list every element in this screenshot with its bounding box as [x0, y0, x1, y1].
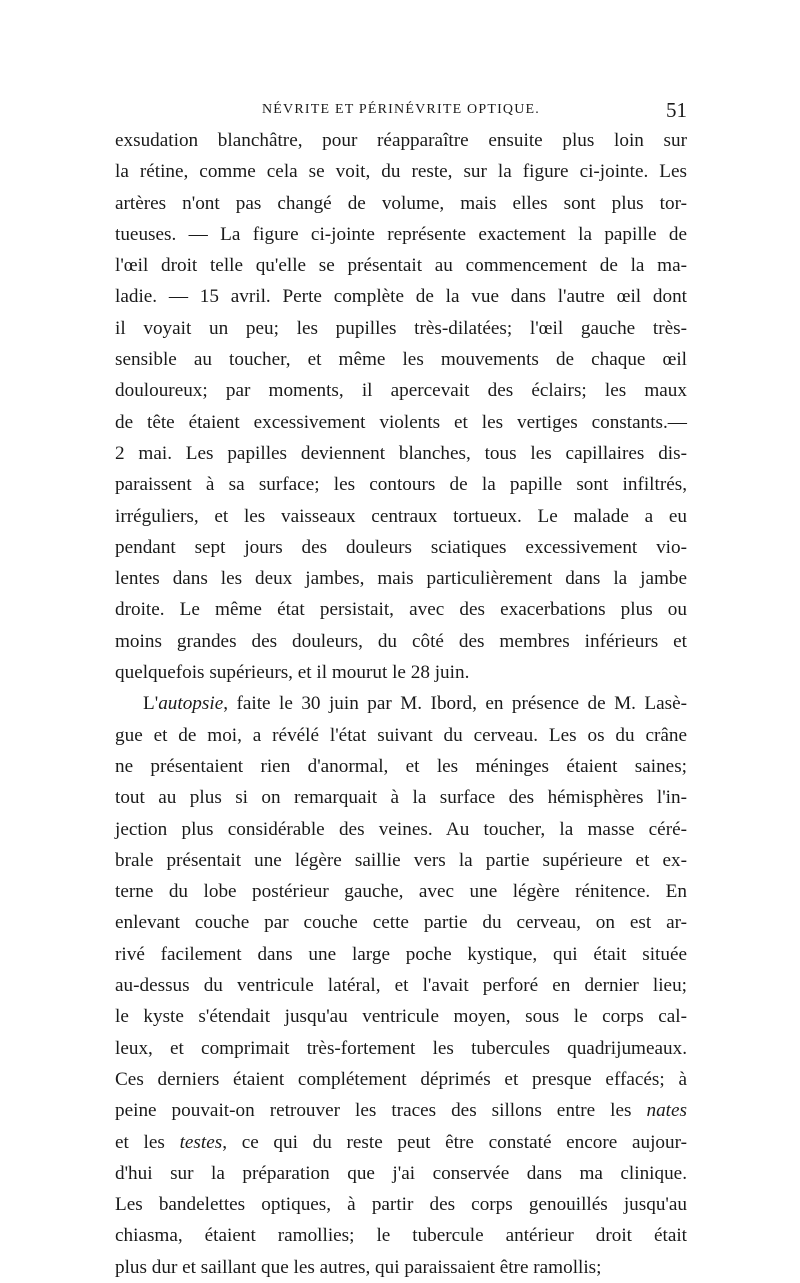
text-line	[115, 1158, 687, 1189]
line-text: le kyste s'étendait jusqu'au ventricule moyen, sous le corps cal-	[115, 1006, 687, 1028]
line-text-before: et les	[115, 1131, 180, 1153]
text-line	[115, 1095, 687, 1126]
body-text	[115, 125, 687, 1283]
text-line	[115, 876, 687, 907]
text-line	[115, 281, 687, 312]
line-text: jection plus considérable des veines. Au toucher, la masse céré-	[115, 818, 687, 840]
text-line	[115, 626, 687, 657]
text-line	[115, 970, 687, 1001]
italic-term: nates	[646, 1100, 687, 1122]
line-text: ladie. — 15 avril. Perte complète de la vue dans l'autre œil dont	[115, 286, 687, 308]
text-line	[115, 219, 687, 250]
text-line	[115, 125, 687, 156]
text-line	[115, 532, 687, 563]
line-text: tueuses. — La figure ci-jointe représente exactement la papille de	[115, 223, 687, 245]
text-line	[115, 188, 687, 219]
text-line	[115, 1252, 687, 1283]
line-text: gue et de moi, a révélé l'état suivant du cerveau. Les os du crâne	[115, 724, 687, 746]
line-text: la rétine, comme cela se voit, du reste, sur la figure ci-jointe. Les	[115, 161, 687, 183]
line-text: artères n'ont pas changé de volume, mais elles sont plus tor-	[115, 192, 687, 214]
line-text-before: peine pouvait-on retrouver les traces des sillons entre les	[115, 1100, 647, 1122]
line-text: brale présentait une légère saillie vers la partie supérieure et ex-	[115, 849, 687, 871]
line-text: pendant sept jours des douleurs sciatiques excessivement vio-	[115, 536, 687, 558]
text-line	[115, 1189, 687, 1220]
text-line	[115, 782, 687, 813]
text-line	[115, 1220, 687, 1251]
line-text: au-dessus du ventricule latéral, et l'avait perforé en dernier lieu;	[115, 975, 687, 997]
text-line	[115, 720, 687, 751]
line-text: de tête étaient excessivement violents et les vertiges constants.—	[115, 411, 687, 433]
line-text: il voyait un peu; les pupilles très-dilatées; l'œil gauche très-	[115, 317, 687, 339]
text-line	[115, 1064, 687, 1095]
line-text: droite. Le même état persistait, avec des exacerbations plus ou	[115, 599, 687, 621]
text-line	[115, 156, 687, 187]
line-text: douloureux; par moments, il apercevait des éclairs; les maux	[115, 380, 687, 402]
line-text: irréguliers, et les vaisseaux centraux tortueux. Le malade a eu	[115, 505, 687, 527]
line-text: lentes dans les deux jambes, mais particulièrement dans la jambe	[115, 568, 687, 590]
italic-term: testes	[179, 1131, 223, 1153]
text-line	[115, 814, 687, 845]
line-text: exsudation blanchâtre, pour réapparaître ensuite plus loin sur	[115, 130, 687, 151]
text-line	[115, 563, 687, 594]
text-line	[115, 594, 687, 625]
text-line	[115, 1033, 687, 1064]
line-text: tout au plus si on remarquait à la surface des hémisphères l'in-	[115, 787, 687, 809]
line-text: enlevant couche par couche cette partie du cerveau, on est ar-	[115, 912, 687, 934]
line-text-after: , faite le 30 juin par M. Ibord, en présence de M. Lasè-	[223, 693, 687, 715]
line-text: l'œil droit telle qu'elle se présentait au commencement de la ma-	[115, 255, 687, 277]
italic-term: autopsie	[158, 693, 224, 715]
text-line	[115, 907, 687, 938]
line-text: rivé facilement dans une large poche kystique, qui était située	[115, 943, 687, 965]
text-line	[115, 407, 687, 438]
line-text: terne du lobe postérieur gauche, avec une légère rénitence. En	[115, 881, 687, 903]
line-text: moins grandes des douleurs, du côté des membres inférieurs et	[115, 630, 687, 652]
text-line	[115, 375, 687, 406]
text-line	[115, 939, 687, 970]
page-header	[115, 98, 687, 122]
page-number: 51	[666, 98, 687, 122]
text-line	[115, 344, 687, 375]
line-text: chiasma, étaient ramollies; le tubercule antérieur droit était	[115, 1225, 687, 1247]
text-line	[115, 1127, 687, 1158]
line-text-after: , ce qui du reste peut être constaté encore aujour-	[222, 1131, 687, 1153]
line-text: sensible au toucher, et même les mouvements de chaque œil	[115, 349, 687, 371]
line-text-before: L'	[143, 693, 159, 715]
line-text: quelquefois supérieurs, et il mourut le 28 juin.	[115, 662, 470, 684]
line-text: paraissent à sa surface; les contours de la papille sont infiltrés,	[115, 474, 687, 496]
line-text: plus dur et saillant que les autres, qui paraissaient être ramollis;	[115, 1256, 602, 1278]
running-head: NÉVRITE ET PÉRINÉVRITE OPTIQUE.	[261, 102, 541, 117]
text-line	[115, 1001, 687, 1032]
text-line	[115, 845, 687, 876]
text-line	[115, 313, 687, 344]
text-line	[115, 501, 687, 532]
text-line	[115, 751, 687, 782]
line-text: ne présentaient rien d'anormal, et les méninges étaient saines;	[115, 755, 687, 777]
text-line	[115, 657, 687, 688]
text-line	[115, 688, 687, 719]
line-text: d'hui sur la préparation que j'ai conservée dans ma clinique.	[115, 1162, 687, 1184]
line-text: Les bandelettes optiques, à partir des corps genouillés jusqu'au	[115, 1194, 687, 1216]
line-text: leux, et comprimait très-fortement les tubercules quadrijumeaux.	[115, 1037, 687, 1059]
text-line	[115, 438, 687, 469]
line-text: 2 mai. Les papilles deviennent blanches, tous les capillaires dis-	[115, 442, 687, 464]
line-text: Ces derniers étaient complétement déprimés et presque effacés; à	[115, 1068, 687, 1090]
text-line	[115, 469, 687, 500]
text-line	[115, 250, 687, 281]
